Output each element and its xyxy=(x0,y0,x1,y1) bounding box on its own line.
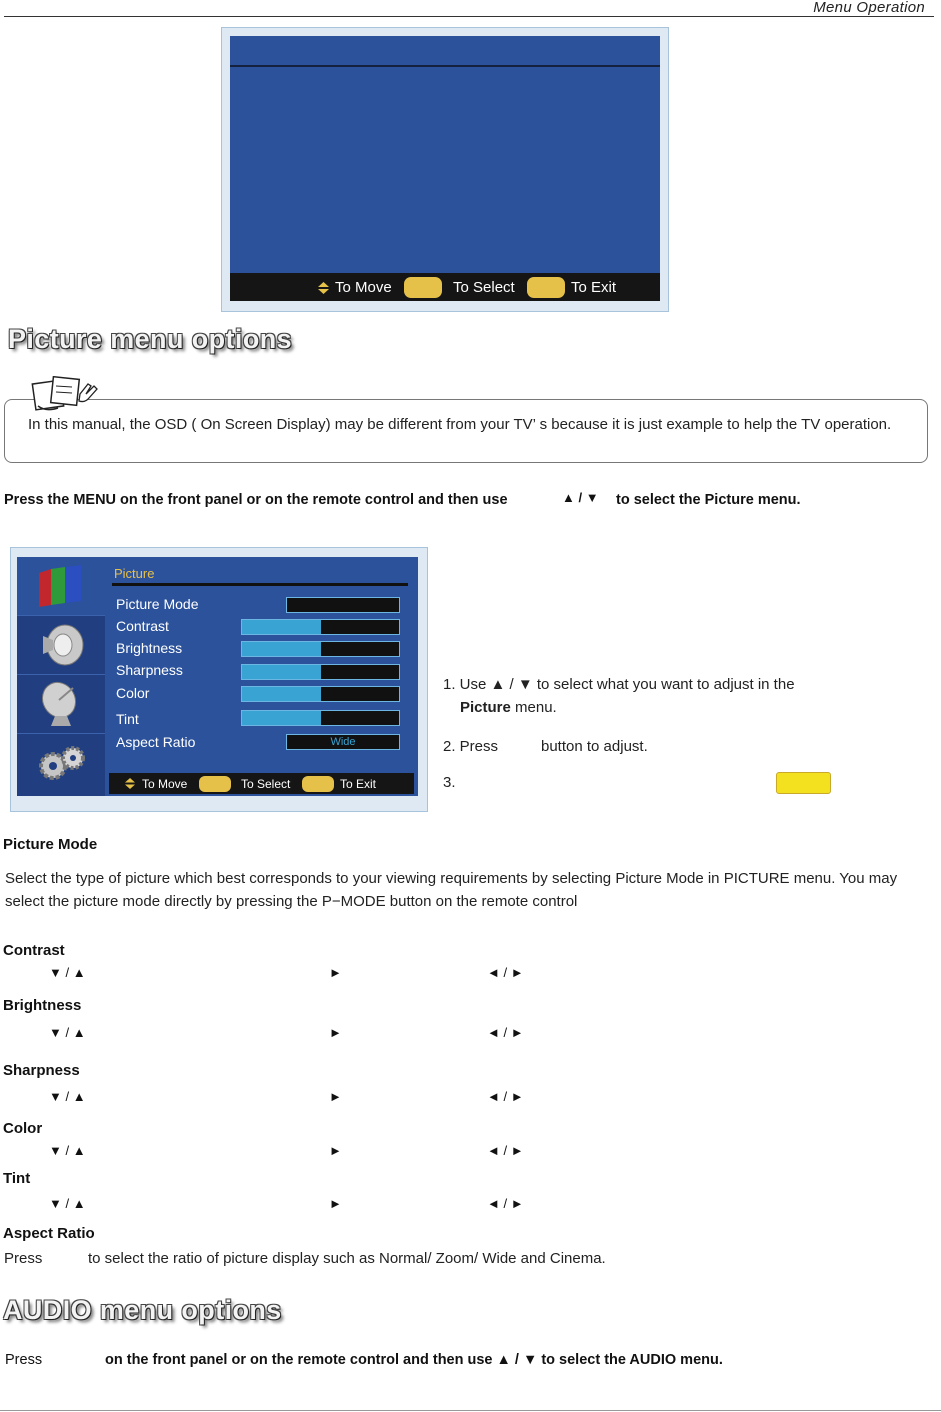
speaker-icon xyxy=(39,622,85,668)
updown-arrow-icon xyxy=(318,282,329,294)
picture-menu-heading: Picture menu options xyxy=(8,324,293,354)
exit-button-indicator xyxy=(302,776,334,792)
color-label: Color xyxy=(3,1120,43,1137)
sharpness-updown-arrows: ▼ / ▲ xyxy=(49,1089,86,1104)
osd-item-contrast: Contrast xyxy=(116,618,169,634)
osd-title-divider xyxy=(230,65,660,67)
color-right-arrow: ► xyxy=(329,1143,342,1158)
contrast-leftright-arrows: ◄ / ► xyxy=(487,965,524,980)
picture-mode-label: Picture Mode xyxy=(3,836,98,853)
picture-mode-value-box xyxy=(286,597,400,613)
yellow-button-indicator xyxy=(776,772,831,794)
contrast-label: Contrast xyxy=(3,942,65,959)
osd-main-menu-screen xyxy=(230,36,660,301)
tint-label: Tint xyxy=(3,1170,31,1187)
step-1-bold: Picture xyxy=(460,699,511,716)
osd-picture-hintbar xyxy=(109,773,414,794)
osd-item-sharpness: Sharpness xyxy=(116,662,183,678)
osd-item-color: Color xyxy=(116,685,150,701)
osd-item-aspect-ratio: Aspect Ratio xyxy=(116,734,196,750)
sharpness-slider xyxy=(241,664,400,680)
osd-item-picture-mode: Picture Mode xyxy=(116,596,199,612)
sharpness-right-arrow: ► xyxy=(329,1089,342,1104)
osd-main-menu-hintbar xyxy=(230,273,660,301)
color-updown-arrows: ▼ / ▲ xyxy=(49,1143,86,1158)
hint-exit-label: To Exit xyxy=(571,279,617,296)
step-2-b: button to adjust. xyxy=(541,738,648,755)
audio-instruction: on the front panel or on the remote control and then use ▲ / ▼ to select the AUDIO menu. xyxy=(105,1352,723,1368)
hint-select-label: To Select xyxy=(453,279,515,296)
side-tab-channel xyxy=(17,675,105,734)
tint-leftright-arrows: ◄ / ► xyxy=(487,1196,524,1211)
satellite-dish-icon xyxy=(39,680,85,728)
step-2-a: 2. Press xyxy=(443,738,499,755)
hint-exit-label: To Exit xyxy=(340,777,377,791)
updown-arrow-icon xyxy=(125,778,135,789)
step-1-line-b xyxy=(460,699,557,716)
side-tab-setup xyxy=(17,734,105,792)
page-header-title: Menu Operation xyxy=(813,0,925,16)
osd-item-brightness: Brightness xyxy=(116,640,183,656)
brightness-right-arrow: ► xyxy=(329,1025,342,1040)
contrast-right-arrow: ► xyxy=(329,965,342,980)
color-slider xyxy=(241,686,400,702)
contrast-updown-arrows: ▼ / ▲ xyxy=(49,965,86,980)
aspect-ratio-label: Aspect Ratio xyxy=(3,1225,95,1242)
step-3: 3. xyxy=(443,774,456,791)
gears-icon xyxy=(35,742,89,786)
notebook-hand-icon xyxy=(28,376,104,416)
exit-button-indicator xyxy=(527,277,565,298)
select-button-indicator xyxy=(199,776,231,792)
aspect-ratio-value: Wide xyxy=(286,734,400,750)
side-tab-picture xyxy=(17,557,105,616)
footer-divider xyxy=(0,1410,941,1411)
select-button-indicator xyxy=(404,277,442,298)
brightness-label: Brightness xyxy=(3,997,82,1014)
contrast-slider xyxy=(241,619,400,635)
picture-mode-text: Select the type of picture which best corresponds to your viewing requirements by selecting Picture Mode in PICTURE menu. You may select the picture mode directly by pressing the P−MODE button on the remote control xyxy=(5,870,898,910)
hint-move-label: To Move xyxy=(335,279,392,296)
brightness-updown-arrows: ▼ / ▲ xyxy=(49,1025,86,1040)
aspect-ratio-text: to select the ratio of picture display such as Normal/ Zoom/ Wide and Cinema. xyxy=(88,1250,606,1267)
sharpness-leftright-arrows: ◄ / ► xyxy=(487,1089,524,1104)
color-leftright-arrows: ◄ / ► xyxy=(487,1143,524,1158)
aspect-ratio-press: Press xyxy=(4,1250,43,1267)
audio-press: Press xyxy=(5,1352,43,1368)
osd-picture-title: Picture xyxy=(114,566,155,581)
picture-instruction-arrows: ▲ / ▼ xyxy=(562,490,599,505)
brightness-leftright-arrows: ◄ / ► xyxy=(487,1025,524,1040)
picture-instruction-pre: Press the MENU on the front panel or on the remote control and then use xyxy=(4,492,508,508)
tint-slider xyxy=(241,710,400,726)
brightness-slider xyxy=(241,641,400,657)
picture-instruction-post: to select the Picture menu. xyxy=(616,492,801,508)
step-1-rest: menu. xyxy=(515,699,557,716)
hint-move-label: To Move xyxy=(142,777,188,791)
step-1-line-a: 1. Use ▲ / ▼ to select what you want to adjust in the xyxy=(443,676,795,693)
color-bars-icon xyxy=(37,565,87,607)
note-text: In this manual, the OSD ( On Screen Display) may be different from your TV’ s because it is just example to help the TV operation. xyxy=(28,416,892,433)
osd-item-tint: Tint xyxy=(116,711,139,727)
sharpness-label: Sharpness xyxy=(3,1062,80,1079)
audio-menu-heading: AUDIO menu options xyxy=(3,1295,282,1325)
osd-picture-title-divider xyxy=(112,583,408,586)
hint-select-label: To Select xyxy=(241,777,291,791)
tint-right-arrow: ► xyxy=(329,1196,342,1211)
tint-updown-arrows: ▼ / ▲ xyxy=(49,1196,86,1211)
side-tab-audio xyxy=(17,616,105,675)
header-divider xyxy=(4,16,934,17)
